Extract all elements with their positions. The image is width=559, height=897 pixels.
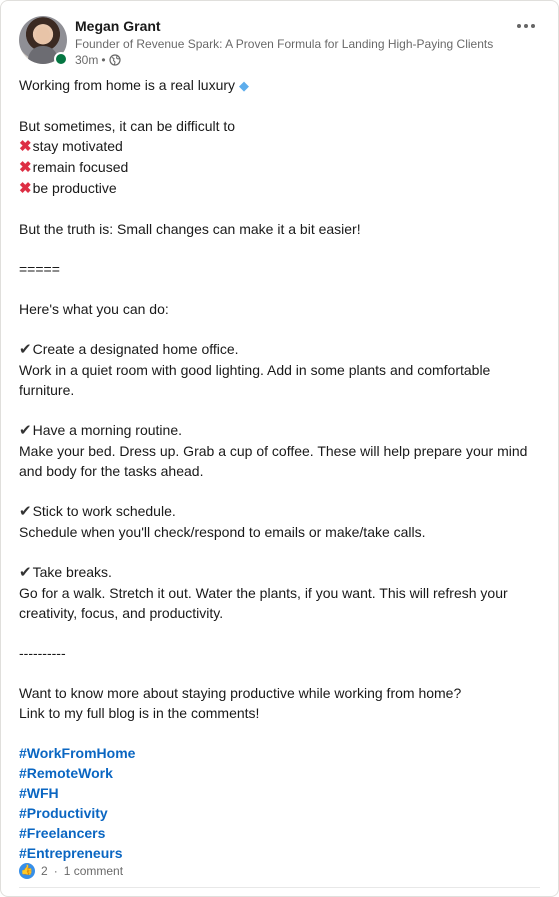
globe-icon <box>109 54 121 66</box>
reactions-count[interactable]: 2 <box>41 864 48 878</box>
post-line-cta: Want to know more about staying productive while working from home? <box>19 685 462 701</box>
more-options-button[interactable] <box>512 16 540 36</box>
more-dot-icon <box>524 24 528 28</box>
check-mark-icon: ✔ <box>19 341 32 358</box>
tip-title <box>19 420 539 441</box>
problem-item <box>19 178 539 199</box>
hashtag-link[interactable]: #WorkFromHome <box>19 745 136 761</box>
blank-line <box>19 400 539 420</box>
social-separator: · <box>53 864 58 878</box>
blank-line <box>19 96 539 116</box>
post-line-whatyoucando: Here's what you can do: <box>19 301 169 317</box>
tip-title <box>19 562 539 583</box>
tip-title <box>19 339 539 360</box>
tip-body: Work in a quiet room with good lighting. Add in some plants and comfortable furniture. <box>19 362 495 398</box>
post-text <box>19 75 539 863</box>
blank-line <box>19 319 539 339</box>
meta-separator: • <box>101 53 106 67</box>
problem-item <box>19 136 539 157</box>
online-status-icon <box>54 52 68 66</box>
blank-line <box>19 723 539 743</box>
more-dot-icon <box>517 24 521 28</box>
hashtag-link[interactable]: #WFH <box>19 785 59 801</box>
avatar-face <box>36 27 50 44</box>
hashtag-link[interactable]: #RemoteWork <box>19 765 113 781</box>
tip-title-text: Stick to work schedule. <box>32 503 176 519</box>
blank-line <box>19 239 539 259</box>
hashtag-link[interactable]: #Entrepreneurs <box>19 845 123 861</box>
social-divider <box>19 887 540 888</box>
problem-text: stay motivated <box>32 138 123 154</box>
post-header <box>19 16 544 68</box>
blank-line <box>19 542 539 562</box>
tip-title <box>19 501 539 522</box>
post-meta <box>75 53 121 67</box>
blank-line <box>19 481 539 501</box>
check-mark-icon: ✔ <box>19 422 32 439</box>
problem-text: remain focused <box>32 159 129 175</box>
like-icon[interactable]: 👍 <box>19 863 35 879</box>
author-headline[interactable]: Founder of Revenue Spark: A Proven Formula for Landing High-Paying Clients <box>75 37 494 51</box>
tip-body: Make your bed. Dress up. Grab a cup of coffee. These will help prepare your mind and body for the tasks ahead. <box>19 443 532 479</box>
blank-line <box>19 623 539 643</box>
cross-mark-icon: ✖ <box>19 159 32 176</box>
cross-mark-icon: ✖ <box>19 138 32 155</box>
more-dot-icon <box>531 24 535 28</box>
blank-line <box>19 199 539 219</box>
cross-mark-icon: ✖ <box>19 180 32 197</box>
tip-title-text: Create a designated home office. <box>32 341 239 357</box>
hashtag-link[interactable]: #Productivity <box>19 805 108 821</box>
tip-body: Go for a walk. Stretch it out. Water the plants, if you want. This will refresh your creativity, focus, and productivity. <box>19 585 512 621</box>
gem-icon: ◆ <box>238 78 249 93</box>
blank-line <box>19 663 539 683</box>
divider-text: ===== <box>19 261 60 277</box>
problem-text: be productive <box>32 180 117 196</box>
check-mark-icon: ✔ <box>19 503 32 520</box>
divider-text: ---------- <box>19 645 66 661</box>
check-mark-icon: ✔ <box>19 564 32 581</box>
post-line-truth: But the truth is: Small changes can make it a bit easier! <box>19 221 361 237</box>
hashtag-link[interactable]: #Freelancers <box>19 825 106 841</box>
post-line-sometimes: But sometimes, it can be difficult to <box>19 118 236 134</box>
tip-title-text: Have a morning routine. <box>32 422 182 438</box>
tip-body: Schedule when you'll check/respond to emails or make/take calls. <box>19 524 426 540</box>
comments-count[interactable]: 1 comment <box>63 864 124 878</box>
author-name[interactable]: Megan Grant <box>75 18 161 34</box>
intro-text: Working from home is a real luxury <box>19 77 236 93</box>
problem-item <box>19 157 539 178</box>
post-line-intro <box>19 75 539 96</box>
social-counts <box>19 863 123 879</box>
tip-title-text: Take breaks. <box>32 564 112 580</box>
post-line-cta: Link to my full blog is in the comments! <box>19 705 260 721</box>
post-time[interactable]: 30m <box>75 53 99 67</box>
blank-line <box>19 279 539 299</box>
